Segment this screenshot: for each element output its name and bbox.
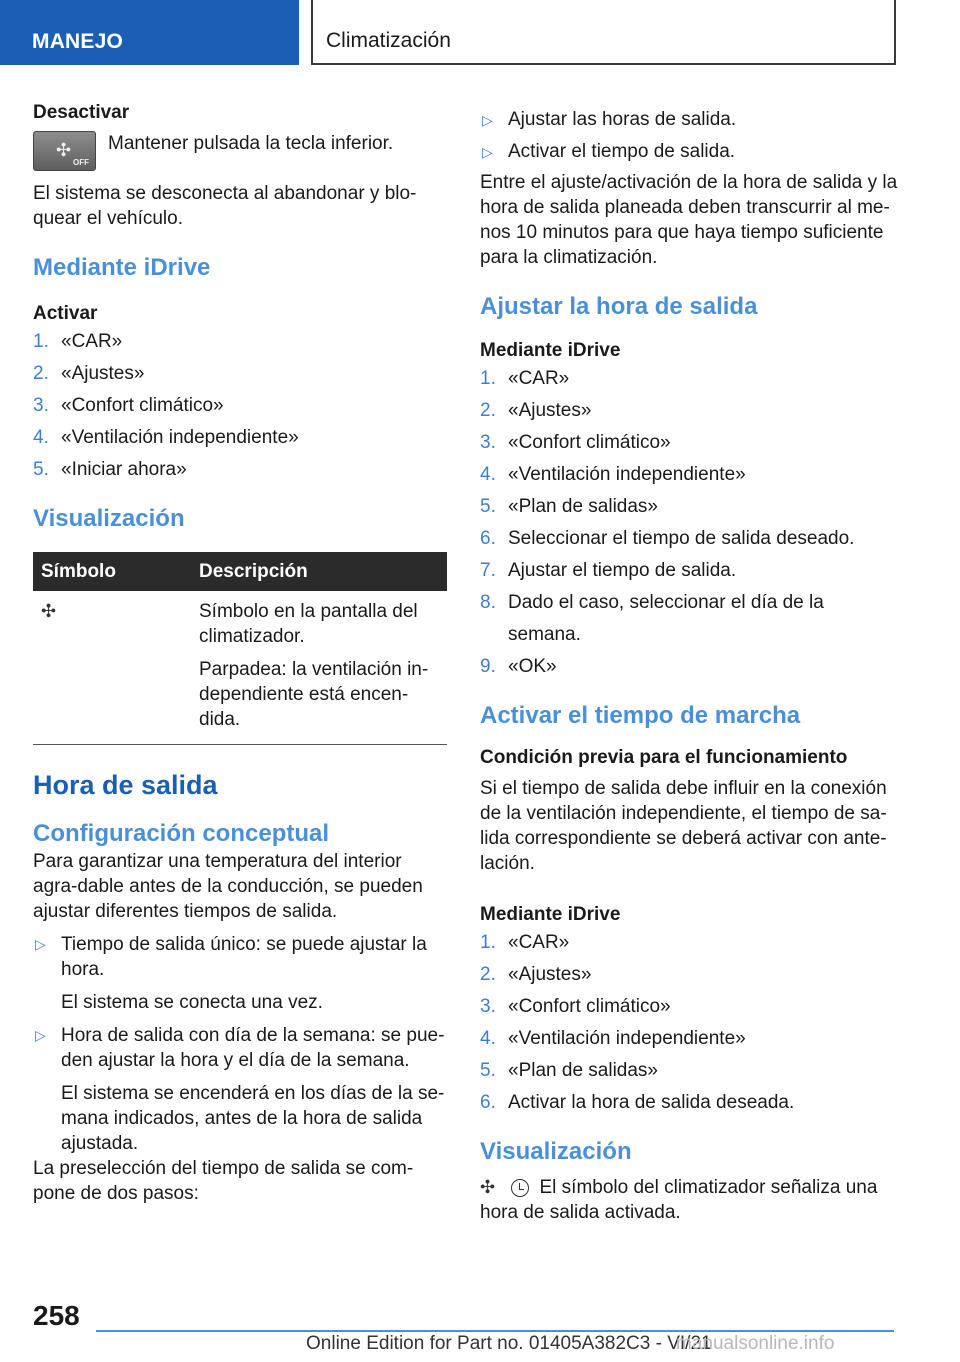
vis-text: El símbolo del climatizador señaliza una hora de salida activada. — [480, 1177, 878, 1223]
list-item: 5. «Plan de salidas» — [480, 1060, 658, 1081]
list-item: 3. «Confort climático» — [33, 395, 224, 416]
between-text: Entre el ajuste/activación de la hora de salida y la hora de salida planeada deben transcurrir al me-nos 10 minutos para que haya tiempo suficiente para la climatización. — [480, 172, 898, 268]
off-key-row — [33, 131, 447, 171]
config-heading: Configuración conceptual — [33, 820, 330, 847]
list-item: ▷ Ajustar las horas de salida. — [480, 104, 900, 136]
vis-heading: Visualización — [480, 1138, 632, 1165]
triangle-bullet-icon: ▷ — [35, 936, 46, 952]
page-number: 258 — [33, 1300, 80, 1331]
marcha-steps — [480, 927, 900, 1119]
fan-off-key-icon — [33, 131, 96, 171]
off-label: OFF — [73, 158, 89, 167]
list-item: 3. «Confort climático» — [480, 432, 671, 453]
section-tab: MANEJO — [0, 0, 299, 65]
triangle-bullet-icon: ▷ — [35, 1027, 46, 1043]
activar-heading: Activar — [33, 303, 98, 324]
list-item: 4. «Ventilación independiente» — [480, 464, 746, 485]
list-item: 1. «CAR» — [33, 331, 123, 352]
list-item: 2. «Ajustes» — [480, 400, 592, 421]
list-item: 4. «Ventilación independiente» — [33, 427, 299, 448]
list-item: 7. Ajustar el tiempo de salida. — [480, 560, 737, 581]
idrive-heading: Mediante iDrive — [33, 254, 211, 281]
visualizacion-heading: Visualización — [33, 505, 185, 532]
table-cell-description — [191, 591, 447, 745]
vis-text-row — [480, 1175, 900, 1225]
fan-icon: ✣ — [56, 140, 72, 160]
table-header-description: Descripción — [191, 552, 447, 591]
list-item: 2. «Ajustes» — [480, 964, 592, 985]
idrive-subheading: Mediante iDrive — [480, 904, 621, 925]
condicion-heading: Condición previa para el funcionamiento — [480, 747, 848, 768]
left-column — [33, 100, 447, 1206]
list-item: ▷ Hora de salida con día de la semana: se pue-den ajustar la hora y el día de la semana. El sistema se encenderá en los días de la se-mana indicados, antes de la hora de salida ajustada. — [35, 1025, 445, 1154]
config-text: Para garantizar una temperatura del interior agra-dable antes de la conducción, se pueden ajustar diferentes tiempos de salida. — [33, 851, 423, 922]
table-cell-symbol — [33, 591, 191, 745]
list-item: 5. «Iniciar ahora» — [33, 459, 187, 480]
symbol-table — [33, 552, 447, 745]
activar-steps — [33, 326, 447, 486]
departure-bullets — [33, 932, 447, 1156]
list-item: ▷ Activar el tiempo de salida. — [480, 136, 900, 168]
list-item: 6. Seleccionar el tiempo de salida deseado. — [480, 528, 855, 549]
list-item: 5. «Plan de salidas» — [480, 496, 658, 517]
table-header-symbol: Símbolo — [33, 552, 191, 591]
triangle-bullet-icon: ▷ — [482, 144, 493, 160]
footer-divider — [96, 1330, 894, 1332]
triangle-bullet-icon: ▷ — [482, 112, 493, 128]
hora-salida-heading: Hora de salida — [33, 770, 218, 800]
preselect-text: La preselección del tiempo de salida se com-pone de dos pasos: — [33, 1158, 414, 1204]
list-item: 6. Activar la hora de salida deseada. — [480, 1092, 795, 1113]
list-item: 9. «OK» — [480, 656, 557, 677]
desactivar-instruction: Mantener pulsada la tecla inferior. — [108, 133, 394, 154]
fan-icon: ✣ — [480, 1177, 496, 1197]
ajustar-heading: Ajustar la hora de salida — [480, 293, 758, 320]
idrive-subheading: Mediante iDrive — [480, 340, 621, 361]
chapter-title: Climatización — [311, 0, 896, 65]
list-item: ▷ Tiempo de salida único: se puede ajustar la hora. El sistema se conecta una vez. — [35, 934, 427, 1013]
list-item: 8. Dado el caso, seleccionar el día de la semana. — [480, 592, 824, 645]
ajustar-steps — [480, 363, 900, 683]
description-text: Parpadea: la ventilación in-dependiente está encen-dida. — [199, 659, 429, 730]
list-item: 1. «CAR» — [480, 932, 570, 953]
list-item: 1. «CAR» — [480, 368, 570, 389]
fan-icon: ✣ — [41, 601, 57, 621]
clock-icon — [511, 1179, 529, 1197]
description-text: Símbolo en la pantalla del climatizador. — [199, 601, 418, 647]
right-column — [480, 100, 900, 1225]
list-item: 4. «Ventilación independiente» — [480, 1028, 746, 1049]
watermark: manualsonline.info — [676, 1333, 835, 1354]
marcha-heading: Activar el tiempo de marcha — [480, 702, 801, 729]
list-item: 3. «Confort climático» — [480, 996, 671, 1017]
step-bullets — [480, 104, 900, 168]
desactivar-note: El sistema se desconecta al abandonar y blo-quear el vehículo. — [33, 183, 417, 229]
edition-text: Online Edition for Part no. 01405A382C3 - VI/21 — [306, 1333, 712, 1354]
list-item: 2. «Ajustes» — [33, 363, 145, 384]
desactivar-heading: Desactivar — [33, 102, 130, 123]
condicion-text: Si el tiempo de salida debe influir en la conexión de la ventilación independiente, el tiempo de sa-lida correspondiente se deberá activar con ante-lación. — [480, 778, 887, 874]
